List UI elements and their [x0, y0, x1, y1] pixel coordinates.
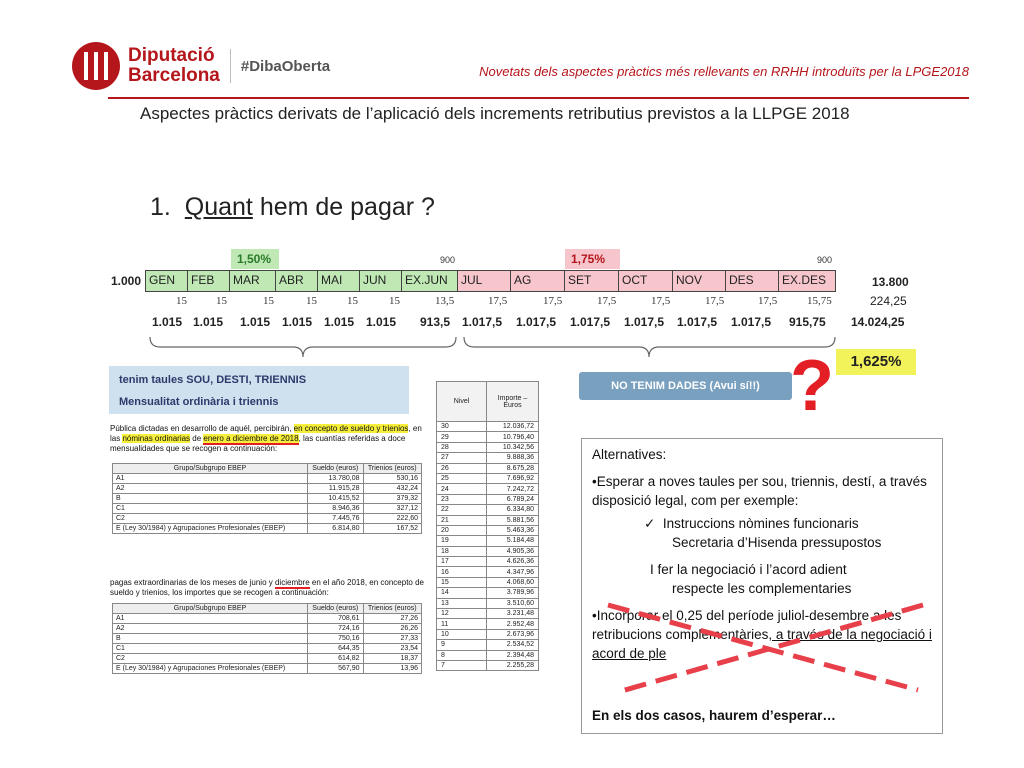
second-half-brace-icon [462, 335, 837, 360]
logo-text: Diputació Barcelona [128, 45, 220, 86]
month-cell: JUL [458, 271, 511, 291]
nivel-table: Nivel Importe – Euros 30 12.036,72 29 10.796,40 28 10.342,56 27 9.888,36 26 8.675,28 25 7.696,92 24 7.242,72 23 6.789,24 22 6.334,80 21 5.881,56 20 5.463,36 19 5.184,48 18 4.905,36 17 4.626,36 16 4.347,96 15 4.068,60 14 3.789,96 13 3.510,60 12 3.231,48 11 2.952,48 10 2.673,96 9 2.534,52 8 2.394,48 7 2.255,28 [436, 381, 539, 671]
table-row: 22 6.334,80 [437, 505, 539, 515]
table-row: 7 2.255,28 [437, 660, 539, 670]
month-cell: EX.JUN [402, 271, 458, 291]
table-row: 15 4.068,60 [437, 577, 539, 587]
checkmark-icon: ✓ [644, 516, 663, 531]
table-row: 21 5.881,56 [437, 515, 539, 525]
available-tables-box: tenim taules SOU, DESTI, TRIENNIS Mensualitat ordinària i triennis [109, 366, 409, 414]
crossed-out-icon [598, 600, 928, 695]
month-cell: DES [726, 271, 779, 291]
month-cell: EX.DES [779, 271, 835, 291]
table-row: 25 7.696,92 [437, 473, 539, 483]
month-table [145, 270, 836, 292]
slide-subtitle: Aspectes pràctics derivats de l’aplicació dels increments retributius previstos a la LLPGE 2018 [140, 104, 850, 123]
negotiate-line-2: respecte les complementaries [672, 581, 852, 596]
month-cell: MAI [318, 271, 360, 291]
alternatives-title: Alternatives: [592, 447, 667, 462]
table-row: 12 3.231,48 [437, 609, 539, 619]
table-row: 17 4.626,36 [437, 557, 539, 567]
table-row: 8 2.394,48 [437, 650, 539, 660]
pct-first-half: 1,50% [231, 249, 279, 269]
table-row: 28 10.342,56 [437, 442, 539, 452]
extra-pay-first: 900 [440, 255, 456, 265]
table-row: 9 2.534,52 [437, 640, 539, 650]
month-cell: FEB [188, 271, 230, 291]
table-row: 11 2.952,48 [437, 619, 539, 629]
section-title: 1. Quant hem de pagar ? [150, 193, 435, 221]
table-row: 29 10.796,40 [437, 432, 539, 442]
month-cell: GEN [146, 271, 188, 291]
table-row: 16 4.347,96 [437, 567, 539, 577]
hashtag: #DibaOberta [240, 57, 331, 75]
salary-table-ordinary: Grupo/Subgrupo EBEP Sueldo (euros) Trienios (euros) A1 13.780,08 530,16 A2 11.915,28 432,24 B 10.415,52 379,32 C1 8.946,36 327,12 C2 7.445,76 222,60 E (Ley 30/1984) y Agrupaciones Profesionales (EBEP) 6.814,80 167,52 [112, 463, 422, 534]
table-row: 13 3.510,60 [437, 598, 539, 608]
check-item-cont: Secretaria d’Hisenda pressupostos [672, 535, 882, 550]
legal-excerpt-1: Pública dictadas en desarrollo de aquél, percibirán, en concepto de sueldo y trienios, en las nóminas ordinarias de enero a diciembre de 2018, las cuantías referidas a doce mensualidades que se recogen a continuación: [110, 424, 422, 453]
table-row: 14 3.789,96 [437, 588, 539, 598]
table-row: 27 9.888,36 [437, 453, 539, 463]
month-cell: NOV [673, 271, 726, 291]
base-salary: 1.000 [111, 274, 142, 288]
total-final: 14.024,25 [851, 315, 905, 329]
table-row: 26 8.675,28 [437, 463, 539, 473]
month-cell: AG [511, 271, 565, 291]
extra-pay-second: 900 [817, 255, 833, 265]
total-base: 13.800 [872, 275, 909, 289]
pct-second-half: 1,75% [565, 249, 620, 269]
diputacio-emblem-icon [72, 42, 120, 90]
table-row: 23 6.789,24 [437, 494, 539, 504]
salary-table-extra: Grupo/Subgrupo EBEP Sueldo (euros) Trienios (euros) A1 708,61 27,26 A2 724,16 26,26 B 750,16 27,33 C1 644,35 23,54 C2 614,82 18,37 E (Ley 30/1984) y Agrupaciones Profesionales (EBEP) 567,90 13,96 [112, 603, 422, 674]
first-half-brace-icon [148, 335, 458, 360]
legal-excerpt-2: pagas extraordinarias de los meses de junio y diciembre en el año 2018, en concepto de sueldo y trienios, los importes que se recogen a continuación: [110, 578, 424, 597]
average-pct: 1,625% [836, 349, 916, 375]
table-row: 20 5.463,36 [437, 525, 539, 535]
no-data-note: NO TENIM DADES (Avui sí!!) [579, 372, 792, 400]
month-cell: MAR [230, 271, 276, 291]
table-row: 10 2.673,96 [437, 629, 539, 639]
table-row: 30 12.036,72 [437, 422, 539, 432]
table-row: 18 4.905,36 [437, 546, 539, 556]
table-row: 19 5.184,48 [437, 536, 539, 546]
month-cell: JUN [360, 271, 402, 291]
negotiate-line-1: I fer la negociació i l’acord adient [650, 562, 847, 577]
header-divider [108, 97, 969, 99]
question-mark: ? [790, 346, 834, 426]
diputacio-logo [72, 42, 330, 90]
check-item: ✓ Instruccions nòmines funcionaris [644, 516, 859, 531]
month-cell: ABR [276, 271, 318, 291]
alternative-1: •Esperar a noves taules per sou, triennis, destí, a través disposició legal, com per exemple: [592, 474, 927, 508]
month-cell: SET [565, 271, 619, 291]
month-cell: OCT [619, 271, 673, 291]
table-row: 24 7.242,72 [437, 484, 539, 494]
alternatives-conclusion: En els dos casos, haurem d’esperar… [592, 708, 836, 723]
total-increment: 224,25 [870, 294, 907, 308]
alternative-2: •Incorporar el 0,25 del període juliol-desembre a les retribucions complementàries, a través de la negociació i acord de ple [592, 608, 932, 661]
header-title: Novetats dels aspectes pràctics més rellevants en RRHH introduïts per la LPGE2018 [479, 64, 969, 79]
